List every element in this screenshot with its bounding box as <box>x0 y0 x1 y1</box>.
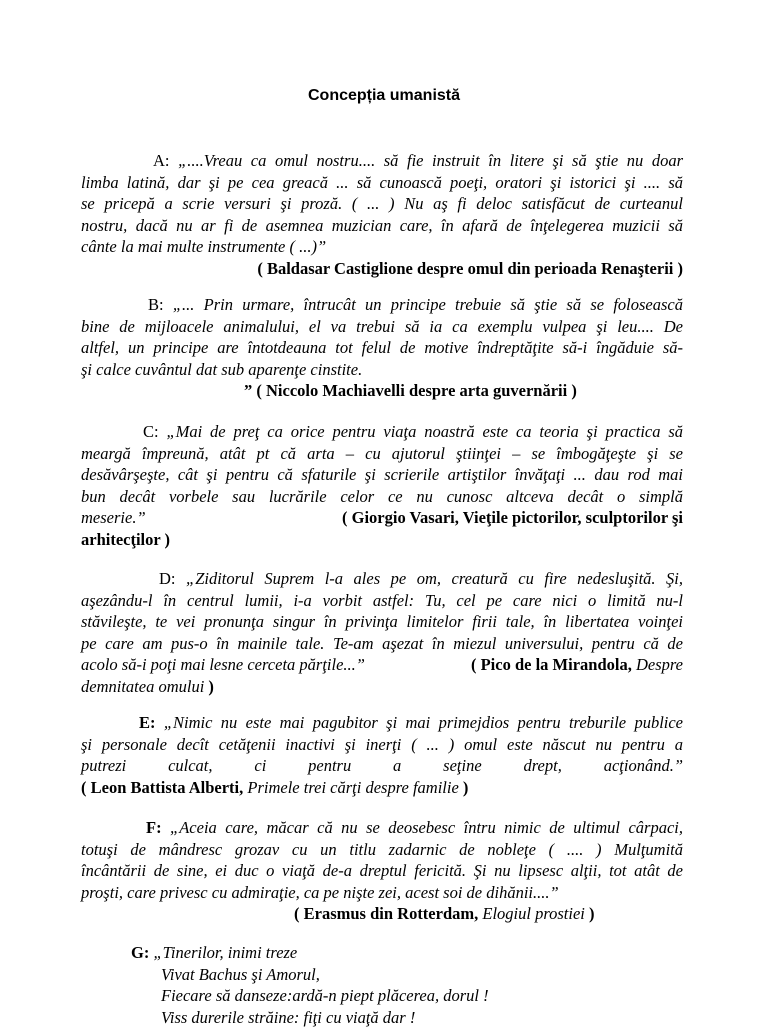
quote-line: acolo să-i poţi mai lesne cerceta părţile...” <box>81 655 365 674</box>
quote-source: ( Pico de la Mirandola, Despre <box>471 654 683 676</box>
quote-line: „... Prin urmare, întrucât un principe trebuie să ştie să se folosească <box>173 295 683 314</box>
quote-line: „Nimic nu este mai pagubitor şi mai primejdios pentru treburile publice <box>164 713 683 732</box>
quote-f: F: „Aceia care, măcar că nu se deosebesc întru nimic de ultimul cârpaci, totuşi de mândresc grozav cu un titlu zadarnic de nobleţe ( .... ) Mulţumită încântării de sine, ei duc o viaţă de-a dreptul fericită. Şi nu lipsesc alţii, tot atât de proşti, care privesc cu admiraţie, ca pe nişte zei, acest soi de dihănii....” ( Erasmus din Rotterdam, Elogiul prostiei ) <box>81 817 683 925</box>
quote-line: totuşi de mândresc grozav cu un titlu zadarnic de nobleţe ( .... ) Mulţumită <box>81 839 683 861</box>
quote-label: A <box>153 151 165 170</box>
quote-line: cânte la mai multe instrumente ( ...)” <box>81 236 683 258</box>
quote-line: se pricepă a scrie versuri şi proză. ( ... ) Nu aş fi deloc satisfăcut de curteanul <box>81 193 683 215</box>
quote-label: E: <box>139 713 156 732</box>
quote-source: ( Leon Battista Alberti, Primele trei cărţi despre familie ) <box>81 777 683 799</box>
quote-source: ( Giorgio Vasari, Vieţile pictorilor, sculptorilor şi <box>342 507 683 529</box>
quote-line: meserie.” <box>81 508 146 527</box>
quote-source: ( Erasmus din Rotterdam, Elogiul prostiei ) <box>81 903 683 925</box>
quote-line: bine de mijloacele animalului, el va trebui să ia ca exemplu vulpea şi leu.... De <box>81 316 683 338</box>
quote-line: desăvârşeşte, cât şi pentru că sfaturile şi scrierile artiştilor învăţaţi ... dau rod mai <box>81 464 683 486</box>
poem-line: Fiecare să danseze:ardă-n piept plăcerea, dorul ! <box>131 985 489 1007</box>
quote-label: F <box>146 818 156 837</box>
quote-line: „Ziditorul Suprem l-a ales pe om, creatură cu fire nedesluşită. Şi, <box>186 569 683 588</box>
quote-g: G: „Tinerilor, inimi treze Vivat Bachus şi Amorul, Fiecare să danseze:ardă-n piept plăcerea, dorul ! Viss durerile străine: fiţi cu viaţă dar ! <box>131 942 489 1028</box>
quote-label: C <box>143 422 154 441</box>
quote-line: şi personale decît cetăţenii inactivi şi inerţi ( ... ) omul este născut nu pentru a <box>81 734 683 756</box>
quote-line: bun decât vorbele sau lucrările celor ce nu cunosc altceva decât o simplă <box>81 486 683 508</box>
quote-line: „Aceia care, măcar că nu se deosebesc întru nimic de ultimul cârpaci, <box>170 818 683 837</box>
quote-line: „....Vreau ca omul nostru.... să fie instruit în litere şi să ştie nu doar <box>178 151 683 170</box>
quote-label: D <box>159 569 171 588</box>
quote-e <box>81 712 683 798</box>
quote-line: limba latină, dar şi pe cea greacă ... să cunoască poeţi, oratori şi istorici şi .... să <box>81 172 683 194</box>
quote-line: meargă împreună, atât pt că arta – cu ajutorul ştiinţei – se îmbogăţeşte şi se <box>81 443 683 465</box>
quote-line: stăvileşte, te vei pronunţa singur în privinţa limitelor firii tale, în libertatea voinţei <box>81 611 683 633</box>
quote-line: putrezi culcat, ci pentru a seţine drept, acţionând.” <box>81 755 683 777</box>
quote-source: ( Baldasar Castiglione despre omul din perioada Renaşterii ) <box>81 258 683 280</box>
quote-line: încântării de sine, ei duc o viaţă de-a dreptul fericită. Şi nu lipsesc alţii, tot atât de <box>81 860 683 882</box>
quote-line: şi calce cuvântul dat sub aparenţe cinstite. <box>81 359 683 381</box>
quote-line: pe care am pus-o în mainile tale. Te-am aşezat în miezul universului, pentru că de <box>81 633 683 655</box>
page-title: Concepția umanistă <box>0 87 768 105</box>
quote-a: A: „....Vreau ca omul nostru.... să fie instruit în litere şi să ştie nu doar limba latină, dar şi pe cea greacă ... să cunoască poeţi, oratori şi istorici şi .... să se pricepă a scrie versuri şi proză. ( ... ) Nu aş fi deloc satisfăcut de curteanul nostru, dacă nu ar fi de asemnea muzician care, în afară de înţelegerea muzicii să cânte la mai multe instrumente ( ...)” ( Baldasar Castiglione despre omul din perioada Renaşterii ) <box>81 150 683 279</box>
quote-source-cont: demnitatea omului ) <box>81 676 683 698</box>
quote-source-cont: arhitecţilor ) <box>81 529 683 551</box>
quote-b: B: „... Prin urmare, întrucât un principe trebuie să ştie să se folosească bine de mijloacele animalului, el va trebui să ia ca exemplu vulpea şi leu.... De altfel, un principe are întotdeauna tot felul de motive îndreptăţite să-i îngăduie să- şi calce cuvântul dat sub aparenţe cinstite. ” ( Niccolo Machiavelli despre arta guvernării ) <box>81 294 683 402</box>
poem-line: „Tinerilor, inimi treze <box>153 943 297 962</box>
quote-line: altfel, un principe are întotdeauna tot felul de motive îndreptăţite să-i îngăduie să- <box>81 337 683 359</box>
poem-line: Viss durerile străine: fiţi cu viaţă dar ! <box>131 1007 489 1028</box>
quote-source: ” ( Niccolo Machiavelli despre arta guvernării ) <box>81 380 683 402</box>
poem-line: Vivat Bachus şi Amorul, <box>131 964 489 986</box>
quote-line: „Mai de preţ ca orice pentru viaţa noastră este ca teoria şi practica să <box>166 422 683 441</box>
quote-d: D: „Ziditorul Suprem l-a ales pe om, creatură cu fire nedesluşită. Şi, aşezându-l în centrul lumii, i-a vorbit astfel: Tu, cel pe care nici o limită nu-l stăvileşte, te vei pronunţa singur în privinţa limitelor firii tale, în libertatea voinţei pe care am pus-o în mainile tale. Te-am aşezat în miezul universului, pentru că de acolo să-i poţi mai lesne cerceta părţile...” ( Pico de la Mirandola, Despre demnitatea omului ) <box>81 568 683 697</box>
quote-line: proşti, care privesc cu admiraţie, ca pe nişte zei, acest soi de dihănii....” <box>81 882 683 904</box>
quote-line: nostru, dacă nu ar fi de asemnea muzician care, în afară de înţelegerea muzicii să <box>81 215 683 237</box>
quote-c: C: „Mai de preţ ca orice pentru viaţa noastră este ca teoria şi practica să meargă împreună, atât pt că arta – cu ajutorul ştiinţei – se îmbogăţeşte şi se desăvârşeşte, cât şi pentru că sfaturile şi scrierile artiştilor învăţaţi ... dau rod mai bun decât vorbele sau lucrările celor ce nu cunosc altceva decât o simplă meserie.” ( Giorgio Vasari, Vieţile pictorilor, sculptorilor şi arhitecţilor ) <box>81 421 683 550</box>
quote-line: aşezându-l în centrul lumii, i-a vorbit astfel: Tu, cel pe care nici o limită nu-l <box>81 590 683 612</box>
quote-label: G <box>131 943 144 962</box>
quote-label: B <box>148 295 159 314</box>
